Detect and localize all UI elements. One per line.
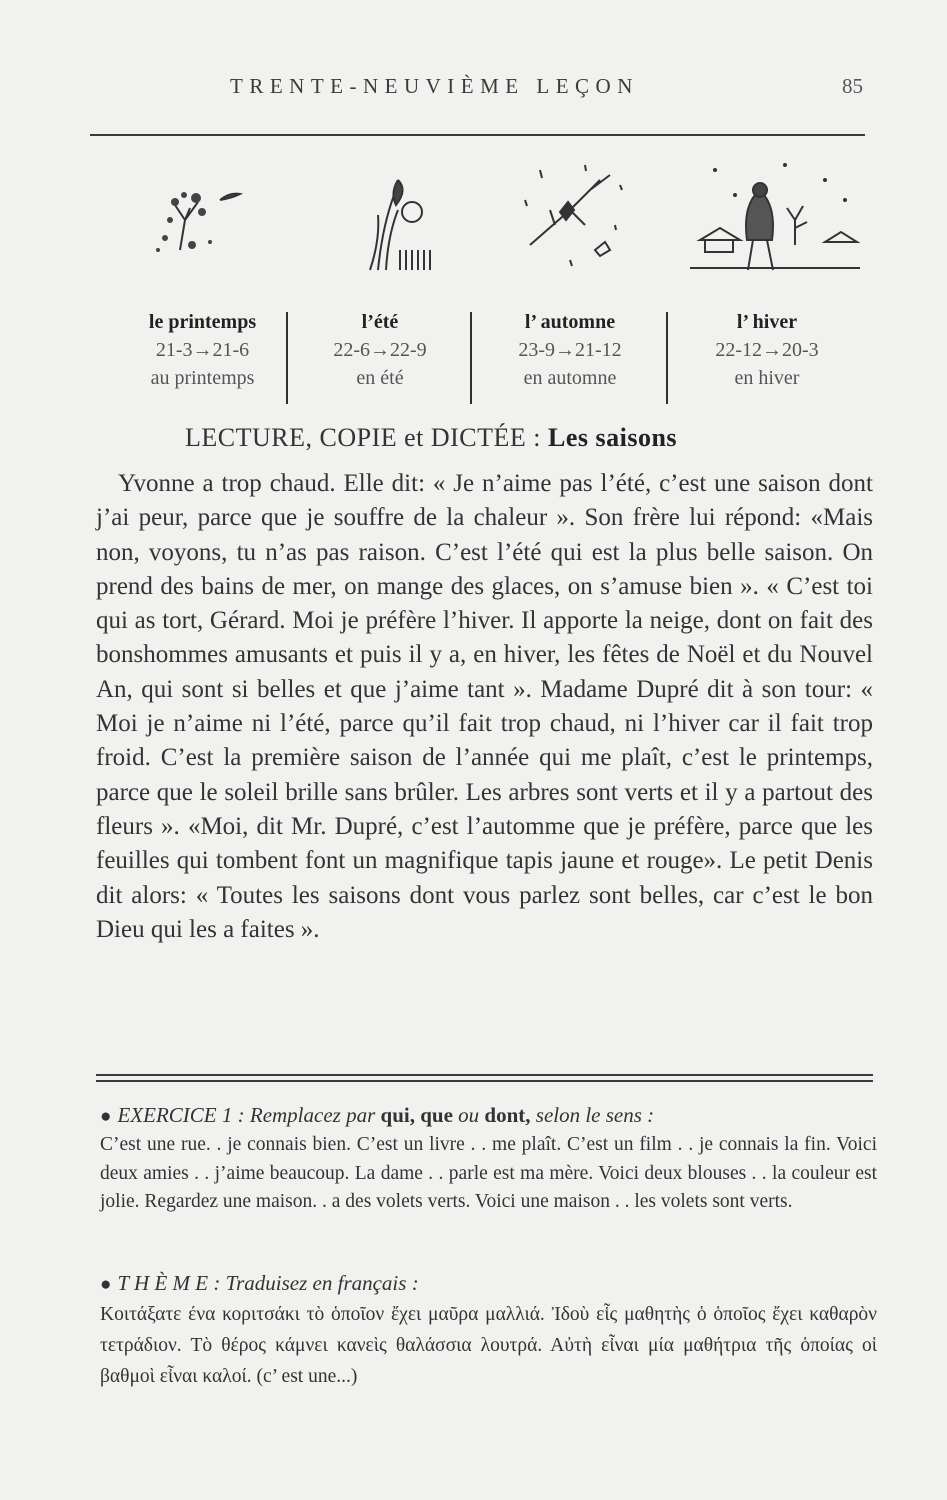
season-illustrations [120, 150, 865, 300]
theme-label: T H È M E : Traduisez en français : [117, 1271, 419, 1295]
exercise-1-heading [100, 1101, 877, 1131]
page-number: 85 [842, 74, 863, 98]
season-dates: 22-6→22-9 [333, 339, 427, 361]
season-dates: 21-3→21-6 [155, 339, 250, 361]
exercise-1-text: C’est une rue. . je connais bien. C’est un livre . . me plaît. C’est un film . . je connais la fin. Voici deux amies . . j’aime beaucoup. La dame . . parle est ma mère. Voici deux blouses . . la couleur est jolie. Regardez une maison. . a des volets verts. Voici une maison . . les volets sont verts. [100, 1134, 877, 1212]
section-rule-bottom [96, 1080, 873, 1082]
season-dates: 22-12→20-3 [715, 339, 819, 361]
keyword-ou: ou [458, 1103, 480, 1127]
column-divider [666, 312, 668, 404]
theme-exercise [100, 1269, 877, 1392]
theme-text: Κοιτάξατε ένα κοριτσάκι τὸ ὁποῖον ἔχει μαῦρα μαλλιά. Ἰδοὺ εἷς μαθητὴς ὁ ὁποῖος ἔχει καθαρὸν τετράδιον. Τὸ θέρος κάμνει κανεὶς θαλάσσια λουτρά. Αὐτὴ εἶναι μία μαθήτρια τῆς ὁποίας οἱ βαθμοὶ εἶναι καλοί. (c’ est une...) [100, 1304, 877, 1387]
season-summer [290, 308, 470, 403]
section-title-bold: Les saisons [548, 423, 678, 452]
lesson-title: TRENTE-NEUVIÈME LEÇON [230, 74, 639, 98]
keyword-que: que [420, 1103, 453, 1127]
seasons-table [100, 308, 865, 403]
season-preposition: au printemps [150, 367, 255, 389]
header-rule [90, 134, 865, 136]
column-divider [470, 312, 472, 404]
column-divider [286, 312, 288, 404]
page-header [100, 68, 865, 108]
section-rule-top [96, 1074, 873, 1076]
season-dates: 23-9→21-12 [518, 339, 622, 361]
season-name: l’ hiver [736, 311, 798, 333]
season-spring [120, 308, 285, 403]
season-preposition: en automne [523, 367, 617, 389]
season-name: l’été [361, 311, 399, 333]
bullet-icon: ● [100, 1274, 112, 1295]
season-name: le printemps [148, 311, 257, 333]
summer-illustration [340, 150, 480, 300]
exercise-1-label: EXERCICE 1 : Remplacez par [117, 1103, 376, 1127]
season-preposition: en été [356, 367, 404, 389]
exercise-1 [100, 1101, 877, 1217]
keyword-dont: dont, [484, 1103, 531, 1127]
section-title [185, 423, 677, 453]
season-autumn [475, 308, 665, 403]
theme-heading [100, 1269, 877, 1299]
season-preposition: en hiver [734, 367, 800, 389]
season-winter [672, 308, 862, 403]
spring-illustration [140, 150, 260, 300]
reading-passage: Yvonne a trop chaud. Elle dit: « Je n’aime pas l’été, c’est une saison dont j’ai peur, parce que je souffre de la chaleur ». Son frère lui répond: «Mais non, voyons, tu n’as pas raison. C’est l’été qui est la plus belle saison. On prend des bains de mer, on mange des glaces, on s’amuse bien ». « C’est toi qui as tort, Gérard. Moi je préfère l’hiver. Il apporte la neige, dont on fait des bonshommes amusants et puis il y a, en hiver, les fêtes de Noël et du Nouvel An, qui sont si belles et que j’aime tant ». Madame Dupré dit à son tour: « Moi je n’aime ni l’été, parce qu’il fait trop chaud, ni l’hiver car il fait trop froid. C’est la première saison de l’année qui me plaît, c’est le printemps, parce que le soleil brille sans brûler. Les arbres sont verts et il y a partout des fleurs ». «Moi, dit Mr. Dupré, c’est l’automme que je préfère, parce que les feuilles qui tombent font un magnifique tapis jaune et rouge». Le petit Denis dit alors: « Toutes les saisons dont vous parlez sont belles, car c’est le bon Dieu qui les a faites ». [96, 470, 873, 943]
season-name: l’ automne [524, 311, 616, 333]
section-title-prefix: LECTURE, COPIE et DICTÉE : [185, 423, 549, 452]
winter-illustration [685, 150, 865, 300]
autumn-illustration [500, 150, 650, 300]
exercise-1-instruction-end: selon le sens : [535, 1103, 655, 1127]
keyword-qui: qui, [380, 1103, 415, 1127]
bullet-icon: ● [100, 1106, 112, 1127]
